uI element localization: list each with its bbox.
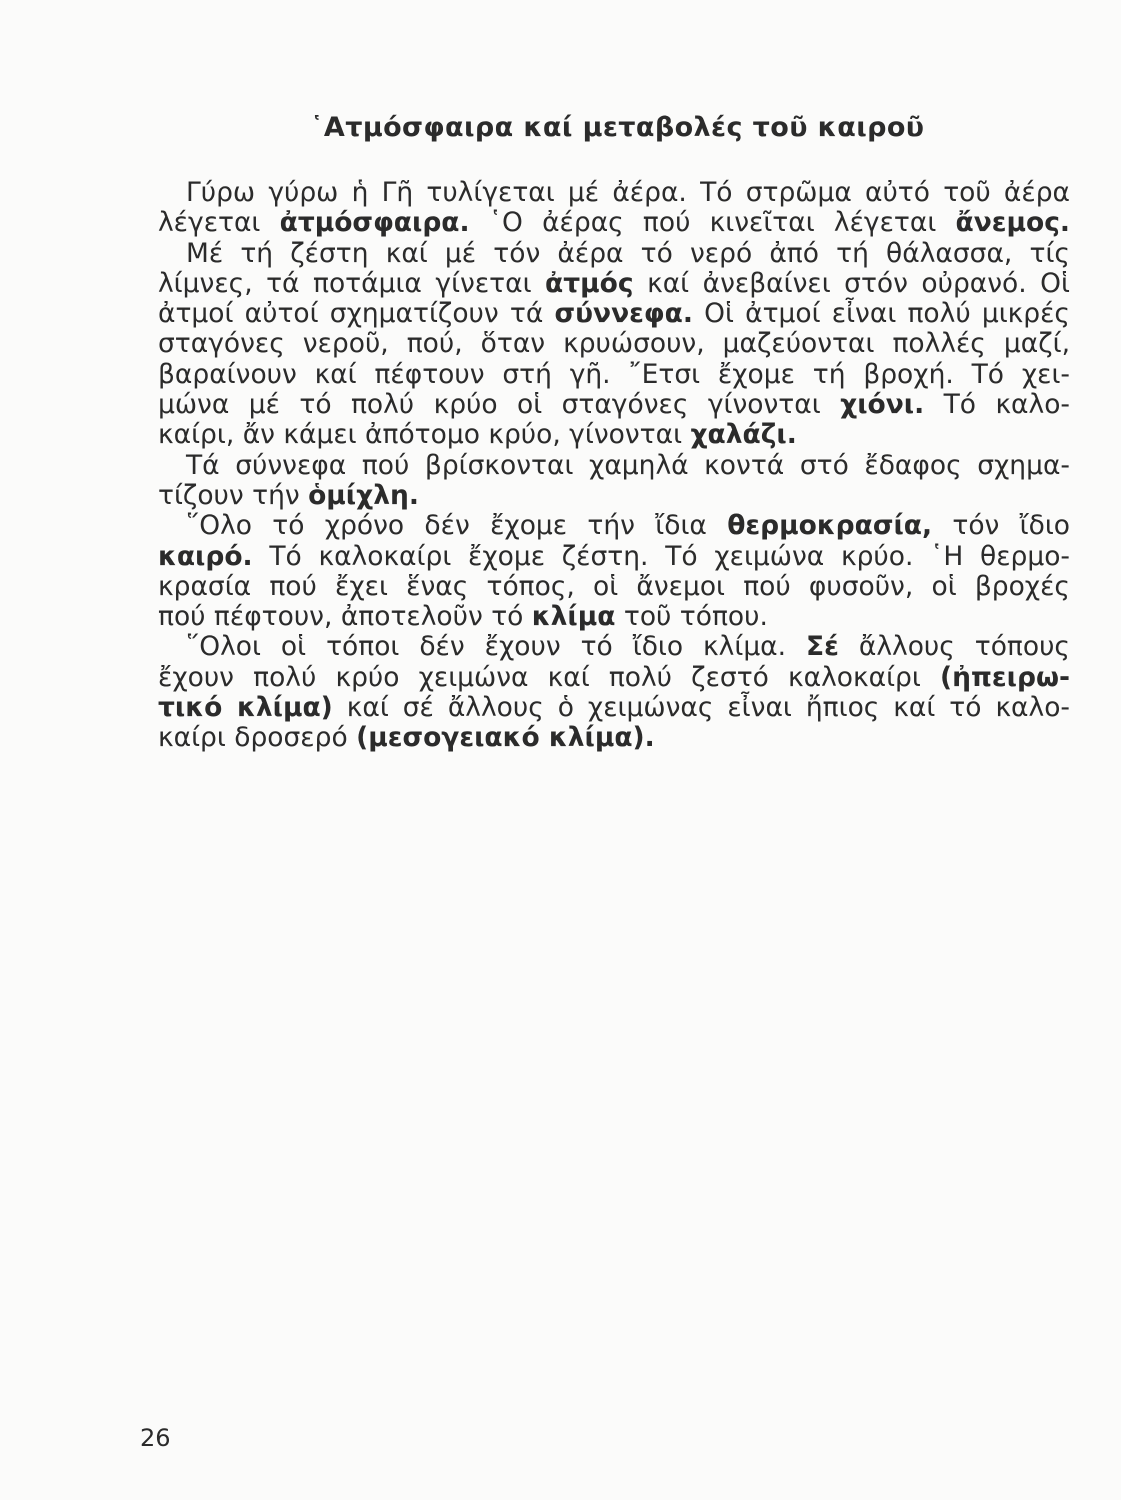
- text-line: κρασία πού ἔχει ἕνας τόπος, οἱ ἄνεμοι πού φυσοῦν, οἱ βροχές: [158, 570, 1070, 602]
- text-line: βαραίνουν καί πέφτουν στή γῆ. ῎Ετσι ἔχομε τή βροχή. Τό χει-: [158, 358, 1070, 390]
- text-line: ἀτμοί αὐτοί σχηματίζουν τά σύννεφα. Οἱ ἀτμοί εἶναι πολύ μικρές: [158, 298, 1070, 330]
- text-line: Μέ τή ζέστη καί μέ τόν ἀέρα τό νερό ἀπό τή θάλασσα, τίς: [186, 237, 1070, 269]
- text-line: μώνα μέ τό πολύ κρύο οἱ σταγόνες γίνονται χιόνι. Τό καλο-: [158, 389, 1070, 421]
- text-line: καίρι δροσερό (μεσογειακό κλίμα).: [158, 722, 655, 754]
- page-title: ῾Ατμόσφαιρα καί μεταβολές τοῦ καιροῦ: [310, 112, 925, 143]
- text-line: Τά σύννεφα πού βρίσκονται χαμηλά κοντά στό ἔδαφος σχημα-: [186, 449, 1070, 481]
- text-line: τίζουν τήν ὁμίχλη.: [158, 479, 419, 511]
- page-number: 26: [140, 1424, 171, 1452]
- text-line: λίμνες, τά ποτάμια γίνεται ἀτμός καί ἀνεβαίνει στόν οὐρανό. Οἱ: [158, 267, 1070, 299]
- text-line: σταγόνες νεροῦ, πού, ὅταν κρυώσουν, μαζεύονται πολλές μαζί,: [158, 328, 1070, 360]
- text-line: πού πέφτουν, ἀποτελοῦν τό κλίμα τοῦ τόπου.: [158, 601, 768, 633]
- text-line: καιρό. Τό καλοκαίρι ἔχομε ζέστη. Τό χειμώνα κρύο. ῾Η θερμο-: [158, 540, 1070, 572]
- body-text: [158, 178, 1070, 754]
- text-line: ῞Ολο τό χρόνο δέν ἔχομε τήν ἴδια θερμοκρασία, τόν ἴδιο: [186, 510, 1070, 542]
- text-line: Γύρω γύρω ἡ Γῆ τυλίγεται μέ ἀέρα. Τό στρῶμα αὐτό τοῦ ἀέρα: [186, 177, 1070, 208]
- text-line: τικό κλίμα) καί σέ ἄλλους ὁ χειμώνας εἶναι ἤπιος καί τό καλο-: [158, 692, 1070, 724]
- text-line: λέγεται ἀτμόσφαιρα. ῾Ο ἀέρας πού κινεῖται λέγεται ἄνεμος.: [158, 207, 1070, 239]
- text-line: καίρι, ἄν κάμει ἀπότομο κρύο, γίνονται χαλάζι.: [158, 419, 797, 451]
- text-line: ἔχουν πολύ κρύο χειμώνα καί πολύ ζεστό καλοκαίρι (ἠπειρω-: [158, 661, 1070, 693]
- text-line: ῞Ολοι οἱ τόποι δέν ἔχουν τό ἴδιο κλίμα. Σέ ἄλλους τόπους: [186, 631, 1070, 663]
